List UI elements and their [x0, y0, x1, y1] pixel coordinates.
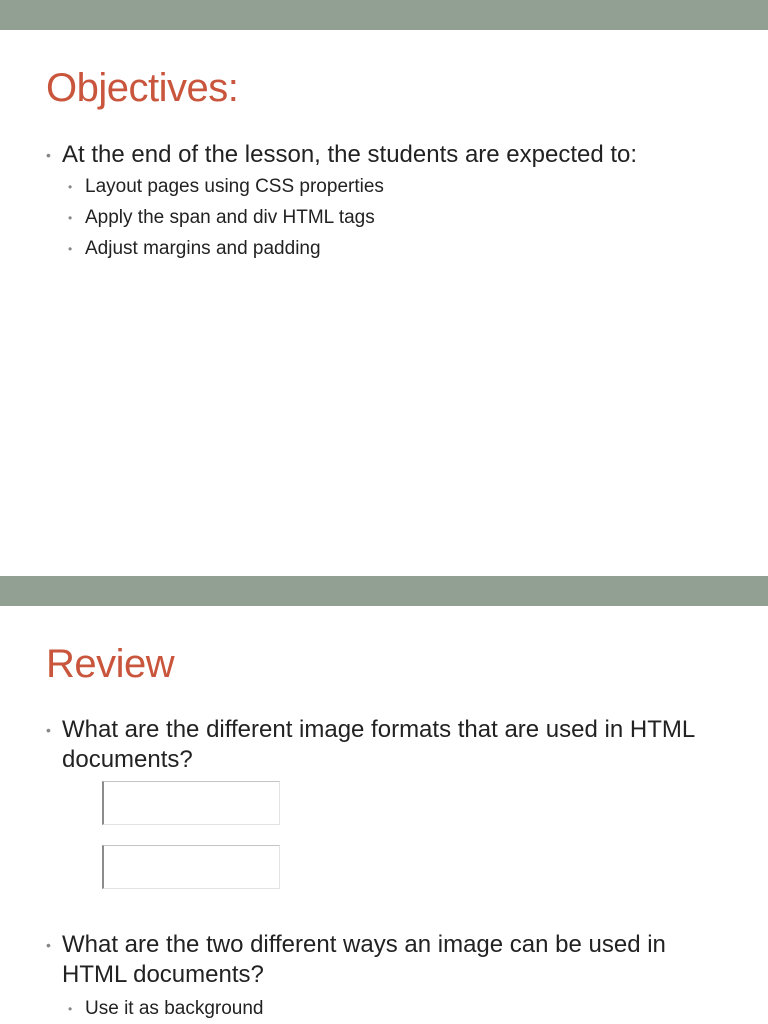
- question-item: [46, 715, 726, 775]
- slide-header-bar: [0, 576, 768, 606]
- sub-bullet-item: [68, 175, 384, 199]
- question-item: [46, 930, 726, 990]
- answer-box[interactable]: [102, 781, 280, 825]
- question-text: What are the two different ways an image can be used in HTML documents?: [62, 931, 666, 988]
- sub-bullet-text: Apply the span and div HTML tags: [85, 207, 375, 228]
- sub-bullet-text: Layout pages using CSS properties: [85, 176, 384, 197]
- slide-header-bar: [0, 0, 768, 30]
- sub-bullet-item: [68, 237, 321, 261]
- slide-title: Objectives:: [46, 66, 239, 110]
- slide-title: Review: [46, 642, 175, 686]
- answer-box[interactable]: [102, 845, 280, 889]
- sub-bullet-text: Use it as background: [85, 998, 264, 1019]
- bullet-dot-icon: •: [68, 180, 73, 194]
- sub-bullet-item: [68, 997, 264, 1021]
- sub-bullet-text: Adjust margins and padding: [85, 238, 321, 259]
- bullet-dot-icon: •: [68, 211, 73, 225]
- bullet-dot-icon: •: [46, 147, 51, 163]
- bullet-dot-icon: •: [68, 1002, 73, 1016]
- bullet-text: At the end of the lesson, the students are expected to:: [62, 141, 638, 168]
- sub-bullet-item: [68, 206, 375, 230]
- bullet-dot-icon: •: [46, 937, 51, 953]
- bullet-dot-icon: •: [68, 242, 73, 256]
- question-text: What are the different image formats that are used in HTML documents?: [62, 716, 695, 773]
- slide-review: [0, 576, 768, 1024]
- bullet-dot-icon: •: [46, 722, 51, 738]
- bullet-item: [46, 140, 726, 170]
